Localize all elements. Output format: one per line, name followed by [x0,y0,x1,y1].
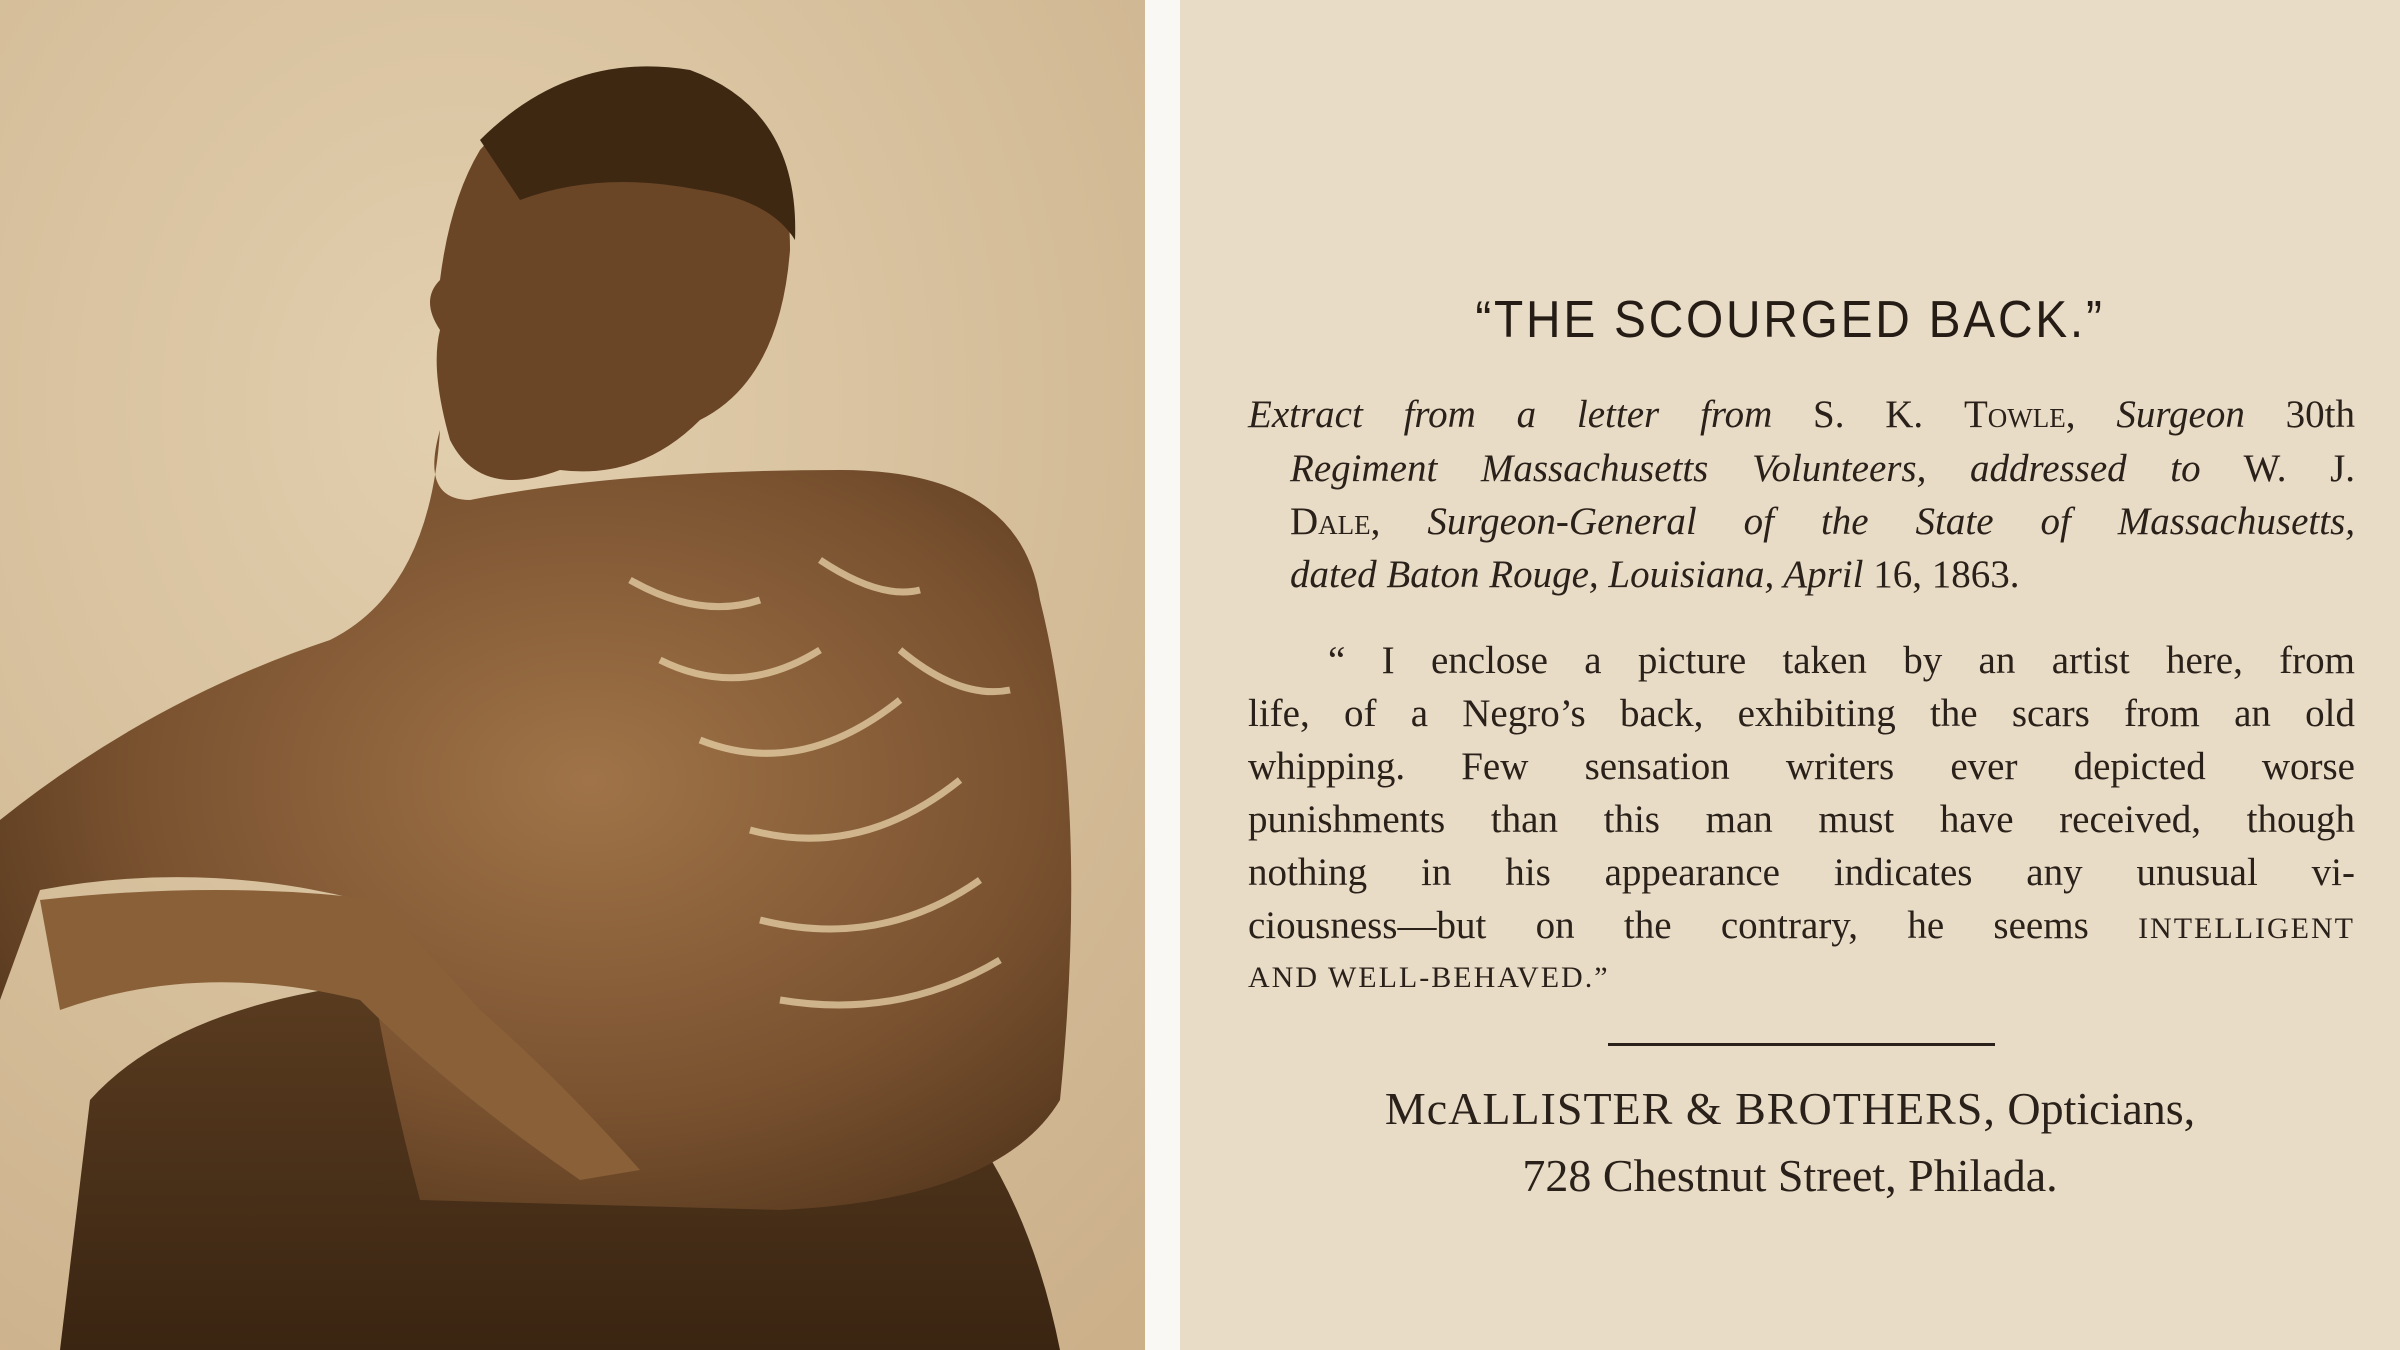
intro-text: 30th [2244,393,2356,436]
intro-text: dated Baton Rouge, Louisiana, April [1290,553,1864,596]
intro-text: , [2065,393,2117,436]
firm-name: McALLISTER & BROTHERS, [1384,1083,1996,1134]
divider-rule [1608,1043,1995,1046]
card-divider [1145,0,1180,1350]
intro-text: Surgeon [2116,393,2245,436]
firm-address: 728 Chestnut Street, Philada. [1522,1150,2058,1201]
intro-name: Towle [1963,393,2066,436]
quote-line [1248,906,2355,945]
card-title: “THE SCOURGED BACK.” [1475,291,2105,349]
quote-line: “ I enclose a picture taken by an artist here, from [1328,639,2355,682]
intro-line [1290,555,2355,594]
intro-text: , [1370,500,1428,543]
intro-text: W. J. [2200,447,2356,490]
quote-text: ciousness—but on the contrary, he seems [1248,904,2089,947]
intro-text: Surgeon-General of the State of Massachusetts, [1427,500,2356,543]
intro-text: Extract from a letter from [1248,393,1773,436]
intro-line [1290,502,2355,541]
quote-line: nothing in his appearance indicates any unusual vi- [1248,851,2355,894]
quote-line: AND WELL-BEHAVED.” [1248,961,1610,994]
quote-line: whipping. Few sensation writers ever depicted worse [1248,745,2355,788]
intro-text: S. K. [1772,393,1964,436]
intro-line [1248,395,2355,434]
quote-smallcaps: INTELLIGENT [2138,912,2355,945]
intro-text: Regiment Massachusetts Volunteers, addressed to [1290,447,2201,490]
firm-line [1180,1083,2400,1134]
photograph-card [0,0,1145,1350]
text-card [1180,0,2400,1350]
firm-trade: Opticians, [1995,1083,2196,1134]
quote-line: punishments than this man must have received, though [1248,798,2355,841]
intro-line [1290,449,2355,488]
quote-line: life, of a Negro’s back, exhibiting the scars from an old [1248,692,2355,735]
scourged-back-photograph [0,0,1145,1350]
intro-text: 16, 1863. [1863,553,2020,596]
intro-name: Dale [1290,500,1371,543]
